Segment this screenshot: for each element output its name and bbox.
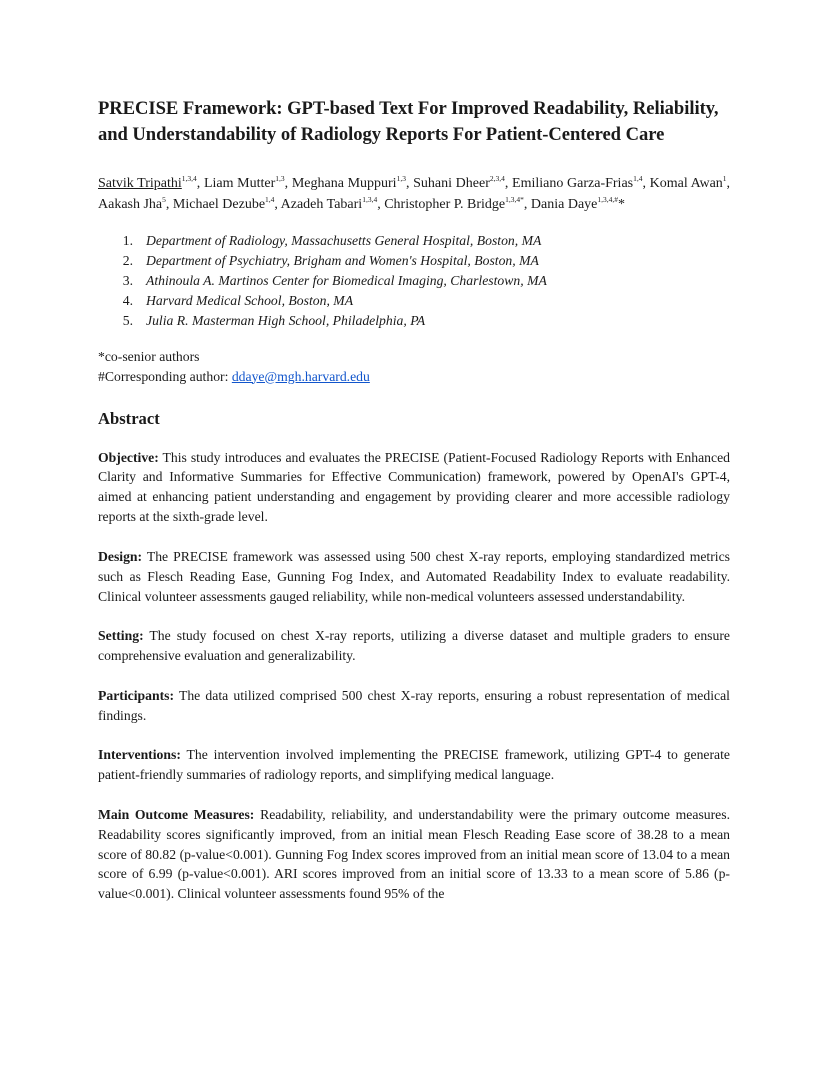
abstract-body: [98, 448, 730, 905]
author: [204, 176, 285, 191]
author-affiliation-marker: 2,3,4: [489, 174, 505, 183]
author-name: Michael Dezube: [172, 196, 266, 212]
section-label: Interventions:: [98, 747, 181, 763]
author-name: Satvik Tripathi: [98, 176, 182, 191]
section-text: The intervention involved implementing the PRECISE framework, utilizing GPT-4 to generate patient-friendly summaries of radiology reports, and simplifying medical language.: [98, 747, 730, 783]
author-name: Christopher P. Bridge: [384, 196, 506, 212]
affiliation-list: [98, 231, 730, 331]
author-name: Suhani Dheer: [413, 176, 490, 191]
author-name: Meghana Muppuri: [291, 176, 397, 191]
author: [650, 176, 727, 191]
author: [280, 194, 378, 212]
author: [512, 176, 642, 191]
affiliation-number: 1.: [122, 233, 133, 248]
paper-page: [98, 96, 730, 924]
author-affiliation-marker: 1,3,4,#: [597, 194, 618, 204]
affiliation-number: 3.: [122, 272, 133, 288]
abstract-section: [98, 686, 730, 726]
corresponding-author-line: [98, 367, 730, 387]
abstract-section: [98, 745, 730, 785]
affiliation-text: Harvard Medical School, Boston, MA: [146, 292, 354, 308]
affiliation-text: Julia R. Masterman High School, Philadelphia, PA: [146, 312, 426, 328]
author-affiliation-marker: 1,3: [396, 174, 406, 183]
section-label: Main Outcome Measures:: [98, 806, 255, 822]
author-affiliation-marker: 1,3: [275, 174, 285, 183]
corresponding-author-label: #Corresponding author:: [98, 368, 232, 384]
author-name: Azadeh Tabari: [280, 196, 363, 212]
author-affiliation-marker: 1: [722, 174, 727, 183]
author: [413, 176, 505, 191]
affiliation-number: 4.: [122, 292, 133, 308]
section-label: Setting:: [98, 628, 144, 644]
author-name: Dania Daye: [530, 196, 598, 212]
affiliation-item: [98, 271, 730, 291]
abstract-section: [98, 626, 730, 666]
corresponding-email-link[interactable]: ddaye@mgh.harvard.edu: [231, 368, 370, 384]
author-suffix: *: [618, 196, 625, 212]
abstract-section: [98, 805, 730, 905]
author: [172, 194, 275, 212]
author-affiliation-marker: 1,3,4*: [505, 194, 524, 204]
abstract-section: [98, 448, 730, 528]
affiliation-item: [98, 251, 730, 271]
author: [292, 176, 406, 191]
affiliation-item: [98, 311, 730, 331]
section-text: The PRECISE framework was assessed using 500 chest X-ray reports, employing standardized metrics such as Flesch Reading Ease, Gunning Fog Index, and Automated Readability Index to evaluate readability. Clinical volunteer assessments gauged reliability, while non-medical volunteers assessed understandability.: [98, 548, 730, 604]
abstract-heading: Abstract: [98, 408, 160, 428]
author-affiliation-marker: 1,3,4: [181, 174, 197, 183]
author-name: Liam Mutter: [203, 176, 276, 191]
section-text: This study introduces and evaluates the PRECISE (Patient-Focused Radiology Reports with Enhanced Clarity and Informative Summaries for Effective Communication) framework, powered by OpenAI's GPT-4, aimed at enhancing patient understanding and engagement by providing clearer and more accessible radiology reports at the sixth-grade level.: [98, 449, 730, 525]
author-list: Satvik Tripathi$^{1,3,4}$, Liam Mutter$^{1,3}$, Meghana Muppuri$^{1,3}$, Suhani Dheer$^{2,3,4}$, Emiliano Garza-Frias$^{1,4}$, Komal Awan$^1$, Aakash Jha$^5$, Michael Dezube$^{1,4}$, Azadeh Tabari$^{1,3,4}$, Christopher P. Bridge$^{1,3,4*}$, Dania Daye$^{1,3,4,\#}$*: [98, 174, 731, 212]
section-label: Design:: [98, 548, 143, 564]
author: [530, 194, 625, 212]
affiliation-text: Department of Radiology, Massachusetts General Hospital, Boston, MA: [146, 233, 542, 248]
affiliation-number: 2.: [122, 252, 133, 268]
author-name: Komal Awan: [649, 176, 723, 191]
affiliation-number: 5.: [122, 312, 133, 328]
co-senior-note: *co-senior authors: [98, 348, 200, 364]
author-affiliation-marker: 1,4: [633, 174, 643, 183]
author-name: Aakash Jha: [98, 196, 163, 212]
section-text: The study focused on chest X-ray reports, utilizing a diverse dataset and multiple graders to ensure comprehensive evaluation and generalizability.: [98, 628, 730, 664]
author: [98, 176, 197, 191]
author-affiliation-marker: 1,4: [265, 194, 275, 204]
author-affiliation-marker: 5: [162, 194, 166, 204]
affiliation-text: Department of Psychiatry, Brigham and Women's Hospital, Boston, MA: [146, 252, 539, 268]
affiliation-text: Athinoula A. Martinos Center for Biomedical Imaging, Charlestown, MA: [146, 272, 547, 288]
section-text: Readability, reliability, and understandability were the primary outcome measures. Readability scores significantly improved, from an initial mean Flesch Reading Ease score of 38.28 to a mean score of 80.82 (p-value<0.001). Gunning Fog Index scores improved from an initial mean score of 13.04 to a mean score of 6.99 (p-value<0.001). ARI scores improved from an initial score of 13.33 to a mean score of 5.86 (p-value<0.001). Clinical volunteer assessments found 95% of the: [98, 806, 730, 902]
author: [98, 194, 166, 212]
section-label: Objective:: [98, 449, 159, 465]
affiliation-item: [98, 231, 730, 251]
paper-title: PRECISE Framework: GPT-based Text For Improved Readability, Reliability, and Understandability of Radiology Reports For Patient-Centered Care: [98, 98, 719, 145]
author-name: Emiliano Garza-Frias: [512, 176, 634, 191]
affiliation-item: [98, 291, 730, 311]
author-affiliation-marker: 1,3,4: [362, 194, 378, 204]
section-text: The data utilized comprised 500 chest X-ray reports, ensuring a robust representation of medical findings.: [98, 687, 730, 723]
section-label: Participants:: [98, 687, 175, 703]
author: [384, 194, 524, 212]
abstract-section: [98, 547, 730, 607]
